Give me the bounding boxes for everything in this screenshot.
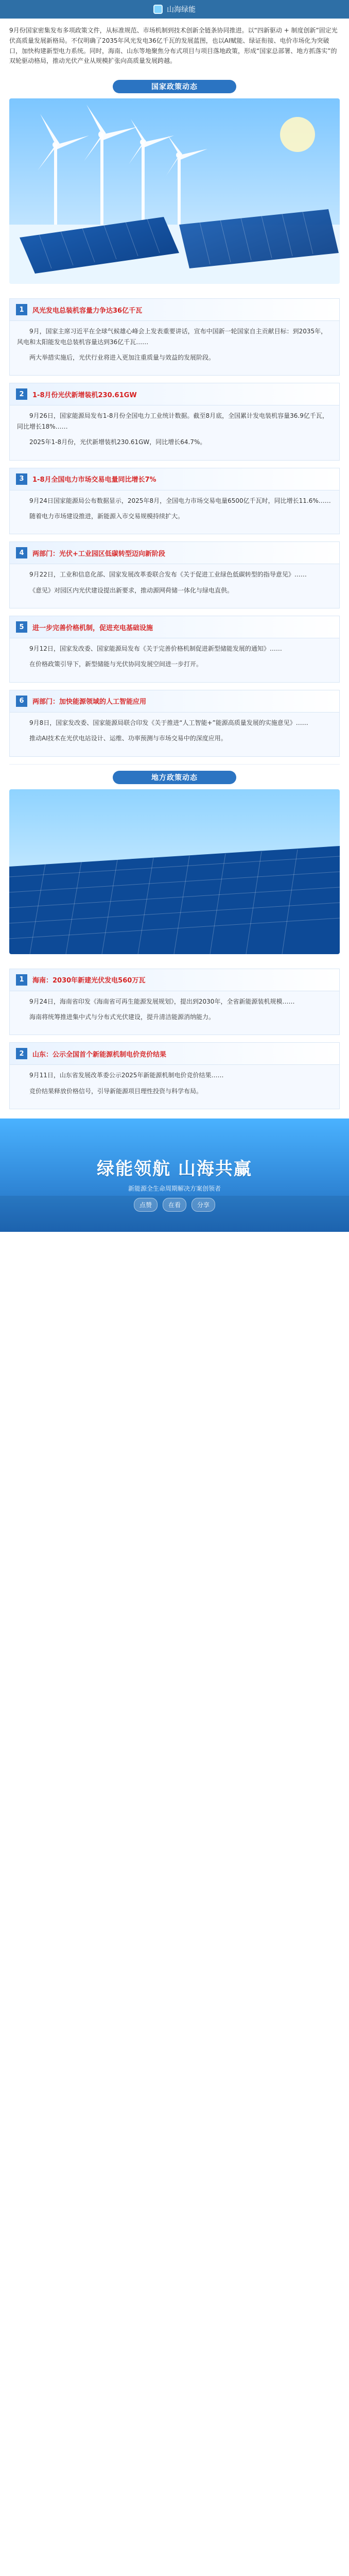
national-policy-number: 2 bbox=[16, 388, 27, 400]
national-policy-card-head bbox=[10, 299, 339, 321]
national-policy-card bbox=[9, 298, 340, 376]
brand-logo bbox=[153, 5, 163, 14]
wind-solar-illustration bbox=[9, 98, 340, 284]
footer-actions bbox=[0, 1198, 349, 1212]
national-policy-title: 两部门：光伏+工业园区低碳转型迈向新阶段 bbox=[32, 550, 165, 558]
national-policy-card-head bbox=[10, 542, 339, 564]
local-policy-number: 2 bbox=[16, 1048, 27, 1059]
top-brand-bar bbox=[0, 0, 349, 19]
footer-slogan: 绿能领航 山海共赢 bbox=[97, 1159, 252, 1180]
local-policy-body bbox=[10, 991, 339, 1035]
intro bbox=[0, 19, 349, 76]
brand-name: 山海绿能 bbox=[167, 6, 196, 14]
national-policy-paragraph: 《意见》对园区内光伏建设提出新要求，推动源网荷储一体化与绿电直供。 bbox=[29, 586, 234, 594]
divider bbox=[9, 764, 340, 765]
national-policy-number: 3 bbox=[16, 473, 27, 485]
local-policy-number: 1 bbox=[16, 974, 27, 986]
national-policy-paragraph: 2025年1-8月份，光伏新增装机230.61GW，同比增长64.7%。 bbox=[29, 438, 206, 446]
national-policy-number: 5 bbox=[16, 621, 27, 633]
spacer bbox=[0, 954, 349, 961]
national-policy-paragraph: 在价格政策引导下，新型储能与光伏协同发展空间进一步打开。 bbox=[29, 660, 203, 668]
national-policy-body bbox=[10, 713, 339, 756]
local-policy-title: 山东：公示全国首个新能源机制电价竞价结果 bbox=[32, 1050, 167, 1059]
footer-text bbox=[0, 1155, 349, 1212]
section-title-local: 地方政策动态 bbox=[113, 771, 236, 784]
action-like[interactable]: 点赞 bbox=[134, 1198, 158, 1212]
article bbox=[0, 0, 349, 1232]
national-policy-card bbox=[9, 690, 340, 757]
national-policy-body bbox=[10, 638, 339, 682]
national-policy-paragraph: 随着电力市场建设推进，新能源入市交易规模持续扩大。 bbox=[29, 512, 184, 520]
action-share[interactable]: 分享 bbox=[191, 1198, 215, 1212]
national-policy-card-head bbox=[10, 383, 339, 405]
action-view[interactable]: 在看 bbox=[163, 1198, 186, 1212]
national-policy-list bbox=[0, 298, 349, 756]
national-policy-card bbox=[9, 541, 340, 608]
national-policy-paragraph: 9月12日，国家发改委、国家能源局发布《关于完善价格机制促进新型储能发展的通知》…… bbox=[29, 645, 282, 653]
national-policy-number: 6 bbox=[16, 696, 27, 707]
national-policy-number: 1 bbox=[16, 304, 27, 315]
local-policy-list bbox=[0, 969, 349, 1110]
local-policy-card-head bbox=[10, 1043, 339, 1065]
section-title-national: 国家政策动态 bbox=[113, 80, 236, 93]
national-policy-card bbox=[9, 616, 340, 683]
national-policy-paragraph: 9月24日国家能源局公布数据显示，2025年8月，全国电力市场交易电量6500亿千瓦时，同比增长11.6%…… bbox=[29, 497, 331, 504]
national-policy-paragraph: 9月，国家主席习近平在全球气候雄心峰会上发表重要讲话，宣布中国新一轮国家自主贡献目标：到2035年，风电和太阳能发电总装机容量达到36亿千瓦…… bbox=[17, 328, 327, 346]
local-policy-title: 海南：2030年新建光伏发电560万瓦 bbox=[32, 977, 146, 985]
national-policy-title: 风光发电总装机容量力争达36亿千瓦 bbox=[32, 307, 143, 315]
national-policy-body bbox=[10, 564, 339, 608]
solar-field-illustration bbox=[9, 789, 340, 954]
local-policy-card-head bbox=[10, 969, 339, 991]
national-policy-card bbox=[9, 383, 340, 460]
hero-image-solar-field bbox=[9, 789, 340, 954]
local-policy-paragraph: 海南将统筹推进集中式与分布式光伏建设，提升清洁能源消纳能力。 bbox=[29, 1013, 215, 1021]
national-policy-title: 两部门：加快能源领域的人工智能应用 bbox=[32, 698, 147, 706]
national-policy-title: 1-8月全国电力市场交易电量同比增长7% bbox=[32, 476, 156, 484]
hero-image-wind-solar bbox=[9, 98, 340, 284]
national-policy-title: 1-8月份光伏新增装机230.61GW bbox=[32, 391, 137, 399]
national-policy-number: 4 bbox=[16, 547, 27, 558]
local-policy-paragraph: 9月11日，山东省发展改革委公示2025年新能源机制电价竞价结果…… bbox=[29, 1072, 224, 1079]
national-policy-title: 进一步完善价格机制，促进充电基础设施 bbox=[32, 624, 153, 632]
national-policy-body bbox=[10, 490, 339, 534]
local-policy-paragraph: 9月24日，海南省印发《海南省可再生能源发展规划》，提出到2030年，全省新能源装机规模…… bbox=[29, 997, 295, 1005]
local-policy-body bbox=[10, 1065, 339, 1109]
national-policy-paragraph: 9月8日，国家发改委、国家能源局联合印发《关于推进“人工智能+”能源高质量发展的实施意见》…… bbox=[29, 719, 308, 726]
intro-text: 9月份国家密集发布多项政策文件，从标准规范、市场机制到技术创新全链条协同推进。以“四新驱动 + 制度创新”固定光伏高质量发展新格局。不仅明确了2035年风光发电36亿千瓦的发展蓝图，也以AI赋能、绿证衔接、电价市场化为突破口，加快构建新型电力系统。同时，海南、山东等地聚焦分布式项目与项目落地政策，形成“国家总部署、地方抓落实”的双轮驱动格局，推动光伏产业从规模扩张向高质量发展跨越。 bbox=[9, 27, 338, 65]
footer-banner bbox=[0, 1118, 349, 1232]
local-policy-paragraph: 竞价结果释放价格信号，引导新能源项目理性投资与科学布局。 bbox=[29, 1087, 203, 1095]
national-policy-card-head bbox=[10, 468, 339, 490]
national-policy-card-head bbox=[10, 690, 339, 713]
spacer bbox=[0, 284, 349, 291]
national-policy-paragraph: 9月26日，国家能源局发布1-8月份全国电力工业统计数据。截至8月底，全国累计发电装机容量36.9亿千瓦，同比增长18%…… bbox=[17, 412, 328, 430]
local-policy-card bbox=[9, 969, 340, 1036]
national-policy-paragraph: 推动AI技术在光伏电站设计、运维、功率预测与市场交易中的深度应用。 bbox=[29, 735, 227, 742]
national-policy-paragraph: 两大举措实施后，光伏行业将进入更加注重质量与效益的发展阶段。 bbox=[29, 353, 215, 361]
local-policy-card bbox=[9, 1042, 340, 1109]
national-policy-body bbox=[10, 321, 339, 375]
footer-subtitle: 新能源全生命周期解决方案创领者 bbox=[128, 1185, 221, 1193]
national-policy-paragraph: 9月22日，工业和信息化部、国家发展改革委联合发布《关于促进工业绿色低碳转型的指导意见》…… bbox=[29, 571, 307, 579]
national-policy-card bbox=[9, 468, 340, 535]
national-policy-card-head bbox=[10, 616, 339, 638]
national-policy-body bbox=[10, 405, 339, 460]
